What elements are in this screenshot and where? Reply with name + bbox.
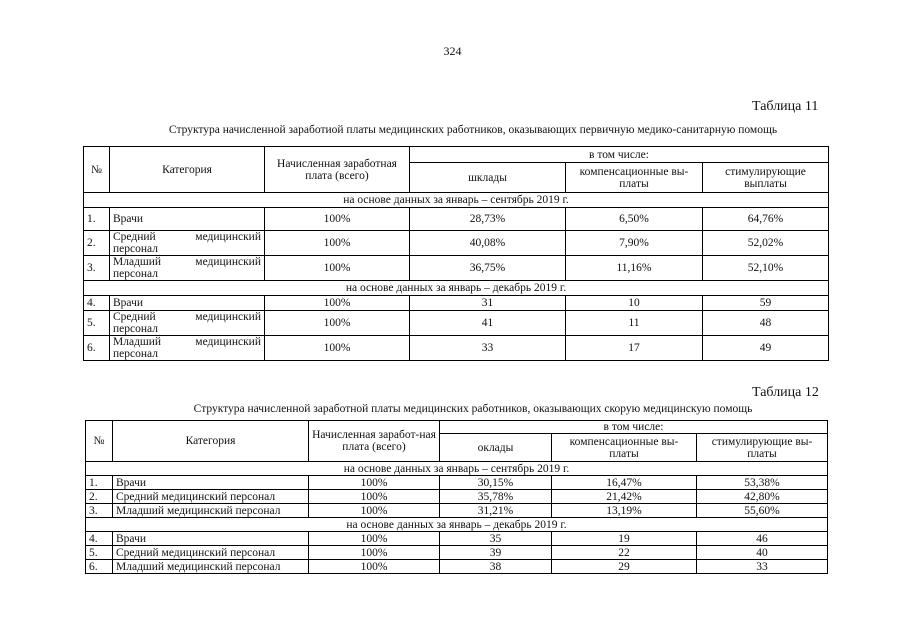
row-number: 4. xyxy=(84,296,110,311)
table-row xyxy=(84,311,829,336)
page-number: 324 xyxy=(443,44,462,58)
header-including: в том числе: xyxy=(440,421,828,434)
row-incentive: 64,76% xyxy=(703,208,829,231)
table-row xyxy=(86,532,828,546)
section-header: на основе данных за январь – сентябрь 2019 г. xyxy=(84,193,829,208)
row-category: Средний медицинский персонал xyxy=(113,546,309,560)
table-row xyxy=(86,490,828,504)
table-11 xyxy=(83,146,829,361)
row-number: 6. xyxy=(86,560,113,574)
table-11-caption: Таблица 11 xyxy=(752,99,819,114)
row-compensation: 17 xyxy=(566,336,703,361)
header-category: Категория xyxy=(113,421,309,462)
table-12-caption: Таблица 12 xyxy=(752,385,819,400)
row-category: Врачи xyxy=(110,208,265,231)
row-number: 2. xyxy=(86,490,113,504)
row-salaries: 31,21% xyxy=(440,504,552,518)
table-12-title: Структура начисленной заработной платы медицинских работников, оказывающих скорую медицинскую помощь xyxy=(193,403,753,415)
section-header: на основе данных за январь – декабрь 2019 г. xyxy=(86,518,828,532)
row-incentive: 40 xyxy=(697,546,828,560)
header-number: № xyxy=(84,147,110,193)
row-number: 3. xyxy=(84,256,110,281)
row-total: 100% xyxy=(309,504,440,518)
row-number: 5. xyxy=(84,311,110,336)
header-incentive: стимулирующие вы-платы xyxy=(697,434,828,462)
row-incentive: 55,60% xyxy=(697,504,828,518)
table-row xyxy=(86,476,828,490)
row-compensation: 11 xyxy=(566,311,703,336)
row-category: Средний медицинский персонал xyxy=(110,311,265,336)
row-salaries: 36,75% xyxy=(410,256,566,281)
header-category: Категория xyxy=(110,147,265,193)
row-number: 4. xyxy=(86,532,113,546)
header-salaries: оклады xyxy=(440,434,552,462)
row-compensation: 21,42% xyxy=(552,490,697,504)
section-header: на основе данных за январь – сентябрь 2019 г. xyxy=(86,462,828,476)
header-total-pay: Начисленная заработная плата (всего) xyxy=(265,147,410,193)
row-total: 100% xyxy=(309,546,440,560)
row-category: Врачи xyxy=(113,532,309,546)
row-incentive: 33 xyxy=(697,560,828,574)
header-compensation: компенсационные вы-платы xyxy=(552,434,697,462)
row-category: Средний медицинский персонал xyxy=(110,231,265,256)
row-salaries: 28,73% xyxy=(410,208,566,231)
row-total: 100% xyxy=(309,560,440,574)
row-number: 1. xyxy=(86,476,113,490)
row-incentive: 59 xyxy=(703,296,829,311)
row-category: Врачи xyxy=(110,296,265,311)
row-salaries: 35 xyxy=(440,532,552,546)
row-incentive: 48 xyxy=(703,311,829,336)
table-row xyxy=(86,546,828,560)
row-total: 100% xyxy=(265,231,410,256)
row-category: Младший медицинский персонал xyxy=(110,256,265,281)
row-total: 100% xyxy=(265,256,410,281)
header-salaries: шклады xyxy=(410,163,566,193)
row-category: Средний медицинский персонал xyxy=(113,490,309,504)
row-compensation: 11,16% xyxy=(566,256,703,281)
row-total: 100% xyxy=(309,532,440,546)
row-number: 1. xyxy=(84,208,110,231)
table-row xyxy=(86,504,828,518)
row-total: 100% xyxy=(265,311,410,336)
row-salaries: 31 xyxy=(410,296,566,311)
row-salaries: 39 xyxy=(440,546,552,560)
table-row xyxy=(84,256,829,281)
row-salaries: 41 xyxy=(410,311,566,336)
row-total: 100% xyxy=(265,336,410,361)
row-total: 100% xyxy=(265,296,410,311)
row-category: Младший медицинский персонал xyxy=(110,336,265,361)
header-including: в том числе: xyxy=(410,147,829,163)
row-number: 2. xyxy=(84,231,110,256)
row-total: 100% xyxy=(265,208,410,231)
row-category: Младший медицинский персонал xyxy=(113,504,309,518)
row-compensation: 16,47% xyxy=(552,476,697,490)
header-compensation: компенсационные вы-платы xyxy=(566,163,703,193)
row-category: Младший медицинский персонал xyxy=(113,560,309,574)
row-salaries: 38 xyxy=(440,560,552,574)
table-11-title: Структура начисленной заработиой платы медицинских работников, оказывающих первичную медико-санитарную помощь xyxy=(168,124,778,136)
row-compensation: 19 xyxy=(552,532,697,546)
row-incentive: 52,10% xyxy=(703,256,829,281)
row-compensation: 6,50% xyxy=(566,208,703,231)
row-salaries: 30,15% xyxy=(440,476,552,490)
row-category: Врачи xyxy=(113,476,309,490)
row-compensation: 10 xyxy=(566,296,703,311)
row-number: 6. xyxy=(84,336,110,361)
row-number: 3. xyxy=(86,504,113,518)
row-salaries: 40,08% xyxy=(410,231,566,256)
table-row xyxy=(84,208,829,231)
header-number: № xyxy=(86,421,113,462)
section-header: на основе данных за январь – декабрь 2019 г. xyxy=(84,281,829,296)
table-row xyxy=(84,296,829,311)
row-salaries: 35,78% xyxy=(440,490,552,504)
row-compensation: 22 xyxy=(552,546,697,560)
header-incentive: стимулирующие выплаты xyxy=(703,163,829,193)
row-number: 5. xyxy=(86,546,113,560)
row-compensation: 29 xyxy=(552,560,697,574)
table-row xyxy=(84,231,829,256)
row-incentive: 52,02% xyxy=(703,231,829,256)
table-row xyxy=(84,336,829,361)
table-12 xyxy=(85,420,828,574)
header-total-pay: Начисленная заработ-ная плата (всего) xyxy=(309,421,440,462)
row-total: 100% xyxy=(309,476,440,490)
table-row xyxy=(86,560,828,574)
row-total: 100% xyxy=(309,490,440,504)
row-compensation: 7,90% xyxy=(566,231,703,256)
row-incentive: 49 xyxy=(703,336,829,361)
row-salaries: 33 xyxy=(410,336,566,361)
row-incentive: 42,80% xyxy=(697,490,828,504)
row-compensation: 13,19% xyxy=(552,504,697,518)
row-incentive: 46 xyxy=(697,532,828,546)
row-incentive: 53,38% xyxy=(697,476,828,490)
